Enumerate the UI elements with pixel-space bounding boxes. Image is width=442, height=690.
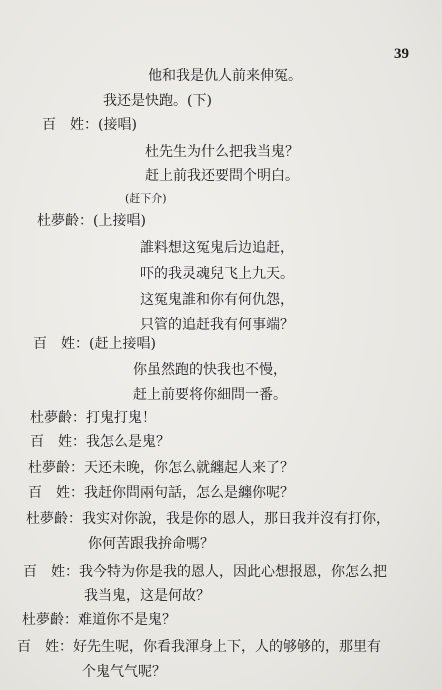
dialogue-line: 杜夢齡：我实对你說，我是你的恩人，那日我并沒有打你， [26, 511, 390, 527]
text-line: 赶上前我还要問个明白。 [145, 168, 299, 184]
dialogue-line: 杜夢齡：天还未晚，你怎么就纏起人来了？ [28, 460, 294, 476]
dialogue-line: 百 姓：我赶你問兩句話，怎么是纏你呢？ [28, 485, 294, 501]
dialogue-line: 杜夢齡：难道你不是鬼？ [22, 612, 176, 628]
speaker-line: 百 姓：(赶上接唱) [33, 336, 156, 352]
dialogue-continuation: 我当鬼，这是何故？ [84, 588, 210, 604]
text-line: 杜先生为什么把我当鬼？ [145, 144, 299, 160]
dialogue-continuation: 你何苦跟我拚命嗎？ [88, 536, 214, 552]
text-line: 只管的追赶我有何事端？ [140, 317, 294, 333]
speaker-line: 百 姓：(接唱) [42, 117, 137, 133]
text-line: 你虽然跑的快我也不慢， [133, 362, 287, 378]
dialogue-line: 杜夢齡：打鬼打鬼！ [30, 410, 156, 426]
dialogue-line: 百 姓：我今特为你是我的恩人，因此心想报恩，你怎么把 [23, 564, 387, 580]
speaker-line: 杜夢齡：(上接唱) [37, 213, 146, 229]
text-line: 他和我是仇人前来伸冤。 [148, 68, 302, 84]
dialogue-line: 百 姓：我怎么是鬼？ [30, 434, 170, 450]
dialogue-line: 百 姓：好先生呢，你看我渾身上下，人的够够的，那里有 [17, 639, 381, 655]
dialogue-continuation: 个鬼气气呢？ [82, 664, 166, 680]
stage-direction: (赶下介) [125, 192, 167, 205]
page-number: 39 [394, 46, 409, 62]
text-line: 誰料想这冤鬼后边追赶， [140, 240, 294, 256]
text-line: 这冤鬼誰和你有何仇怨， [140, 292, 294, 308]
text-line: 赶上前要将你細問一番。 [133, 387, 287, 403]
text-line: 吓的我灵魂兒飞上九天。 [140, 266, 294, 282]
text-line: 我还是快跑。(下) [103, 93, 212, 109]
